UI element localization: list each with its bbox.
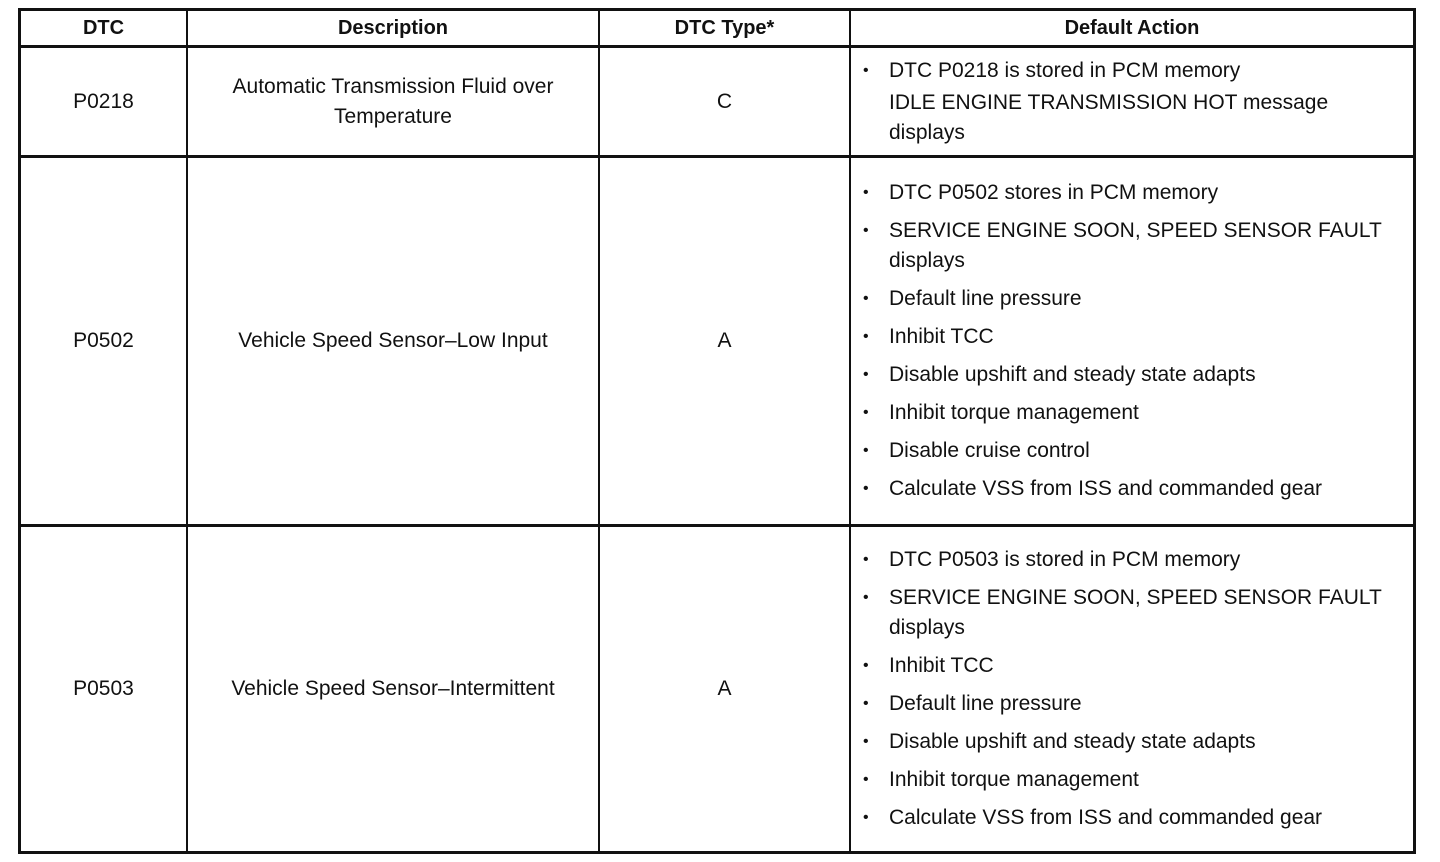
default-action-item [863,765,1413,795]
default-action-item [863,284,1413,314]
dtc-table [18,8,1416,854]
dtc-code: P0218 [21,48,188,155]
default-action-text: Disable upshift and steady state adapts [889,363,1256,386]
default-action-item [863,689,1413,719]
bullet-icon: • [863,404,869,421]
bullet-icon: • [863,480,869,497]
default-action-list [851,178,1413,504]
default-action-item [863,727,1413,757]
bullet-icon: • [863,733,869,750]
header-default-action: Default Action [1064,16,1200,39]
default-action-item [863,436,1413,466]
default-action-text: Disable upshift and steady state adapts [889,730,1256,753]
table-row [21,527,1413,851]
dtc-type: C [600,48,851,155]
bullet-icon: • [863,657,869,674]
dtc-description [188,48,600,155]
dtc-description-text: Vehicle Speed Sensor–Low Input [238,329,548,352]
default-action-item [863,360,1413,390]
default-action-list [851,56,1413,148]
dtc-code: P0503 [21,527,188,851]
bullet-icon: • [863,809,869,826]
default-action-text: SERVICE ENGINE SOON, SPEED SENSOR FAULT displays [889,586,1382,639]
dtc-description [188,158,600,524]
default-action-cell [851,527,1413,851]
bullet-icon: • [863,328,869,345]
table-header-row [21,11,1413,48]
bullet-icon: • [863,589,869,606]
dtc-type: A [600,158,851,524]
default-action-item [863,803,1413,833]
header-description: Description [188,11,600,45]
dtc-type: A [600,527,851,851]
default-action-item [863,474,1413,504]
default-action-text: Inhibit torque management [889,401,1139,424]
default-action-cell [851,48,1413,155]
default-action-text: Default line pressure [889,692,1082,715]
default-action-text: Inhibit TCC [889,654,994,677]
default-action-text: IDLE ENGINE TRANSMISSION HOT message displays [889,90,1329,144]
bullet-icon: • [863,771,869,788]
default-action-text: DTC P0503 is stored in PCM memory [889,548,1241,571]
default-action-text: Inhibit TCC [889,325,994,348]
default-action-item [863,651,1413,681]
default-action-item [863,56,1413,86]
bullet-icon: • [863,551,869,568]
default-action-text: Calculate VSS from ISS and commanded gear [889,477,1323,500]
dtc-description-text: Vehicle Speed Sensor–Intermittent [231,677,555,700]
default-action-item [863,398,1413,428]
default-action-item [863,583,1413,643]
default-action-item [863,216,1413,276]
table-row [21,158,1413,527]
bullet-icon: • [863,695,869,712]
bullet-icon: • [863,442,869,459]
table-row [21,48,1413,158]
default-action-list [851,545,1413,833]
header-dtc: DTC [21,11,188,45]
dtc-description [188,527,600,851]
default-action-text: Inhibit torque management [889,768,1139,791]
default-action-text: DTC P0502 stores in PCM memory [889,181,1219,204]
header-dtc-type: DTC Type* [600,11,851,45]
dtc-description-text: Automatic Transmission Fluid over Temperature [232,74,554,128]
bullet-icon: • [863,366,869,383]
default-action-text: SERVICE ENGINE SOON, SPEED SENSOR FAULT displays [889,219,1382,272]
bullet-icon: • [863,290,869,307]
default-action-text: Default line pressure [889,287,1082,310]
default-action-text: Disable cruise control [889,439,1090,462]
bullet-icon: • [863,222,869,239]
default-action-text: Calculate VSS from ISS and commanded gear [889,806,1323,829]
dtc-code: P0502 [21,158,188,524]
default-action-item [863,545,1413,575]
bullet-icon: • [863,61,869,79]
bullet-icon: • [863,184,869,201]
default-action-cell [851,158,1413,524]
default-action-item [863,178,1413,208]
default-action-item [863,322,1413,352]
default-action-text: DTC P0218 is stored in PCM memory [889,58,1241,82]
default-action-item [889,88,1413,148]
